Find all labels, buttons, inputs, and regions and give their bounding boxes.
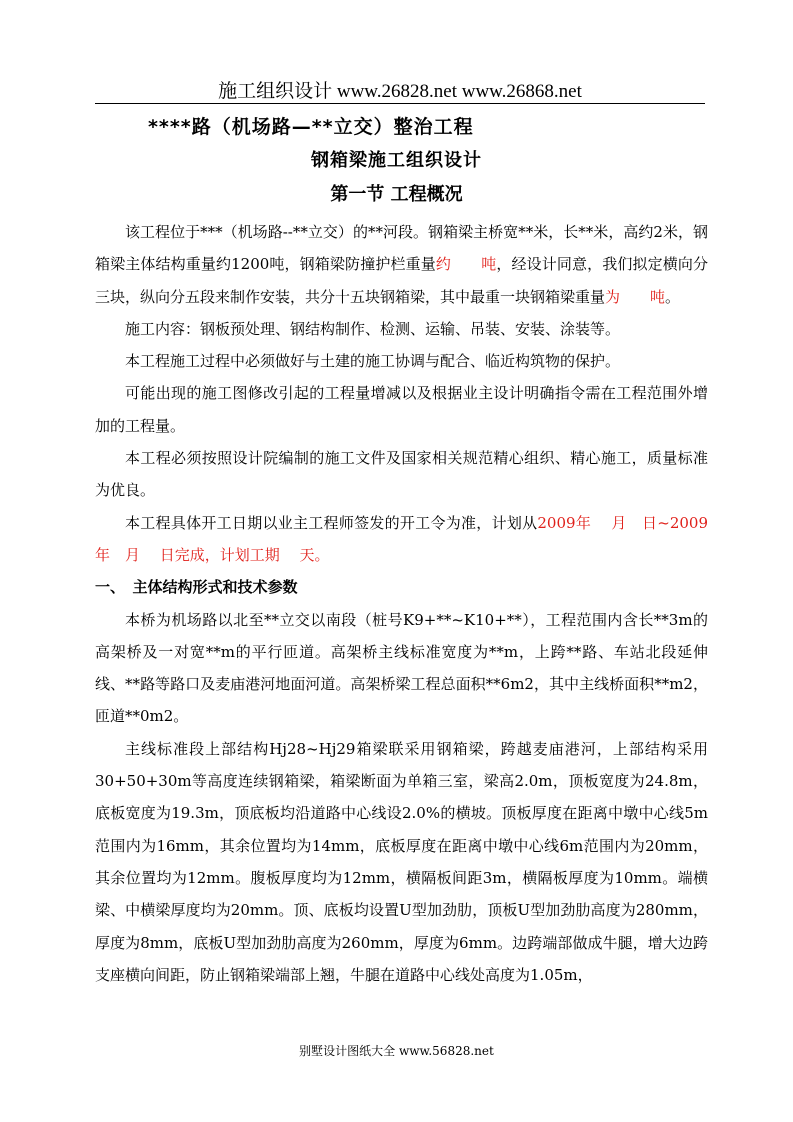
document-subtitle: 钢箱梁施工组织设计: [311, 150, 482, 171]
header-divider: [95, 103, 705, 104]
overview-text-2: ，经设计同意，我们拟定横向分三块，纵向分五段来制作安装，共分十五块钢箱梁，其中最重一块钢箱梁重量: [95, 255, 708, 306]
page-header: 施工组织设计 www.26828.net www.26868.net: [218, 81, 582, 102]
paragraph-quality: 本工程必须按照设计院编制的施工文件及国家相关规范精心组织、精心施工，质量标准为优良。: [95, 449, 708, 500]
paragraph-coordination: 本工程施工过程中必须做好与土建的施工协调与配合、临近构筑物的保护。: [125, 352, 621, 371]
body-text: [95, 216, 708, 991]
section-title: 第一节 工程概况: [330, 184, 463, 205]
page-footer: 别墅设计图纸大全 www.56828.net: [299, 1044, 494, 1058]
paragraph-changes: 可能出现的施工图修改引起的工程量增减以及根据业主设计明确指令需在工程范围外增加的工程量。: [95, 384, 708, 435]
schedule-text: 本工程具体开工日期以业主工程师签发的开工令为准，计划从: [125, 513, 538, 532]
paragraph-bridge: 本桥为机场路以北至**立交以南段（桩号K9+**~K10+**），工程范围内含长**3m的高架桥及一对宽**m的平行匝道。高架桥主线标准宽度为**m，上跨**路、车站北段延伸线、**路等路口及麦庙港河地面河道。高架桥梁工程总面积**6m2，其中主线桥面积**m2，匝道**0m2。: [95, 610, 708, 726]
overview-end: 。: [665, 287, 681, 306]
paragraph-scope: 施工内容：钢板预处理、钢结构制作、检测、运输、吊装、安装、涂装等。: [125, 319, 621, 338]
paragraph-schedule: [95, 507, 708, 572]
overview-text: 该工程位于***（机场路--**立交）的**河段。钢箱梁主桥宽**米，长**米，高约2米，钢箱梁主体结构重量约1200吨，钢箱梁防撞护栏重量: [95, 223, 708, 274]
paragraph-overview: [95, 216, 708, 313]
highlight-max-weight: 为 吨: [605, 287, 666, 306]
highlight-schedule: 2009年 月 日~2009年 月 日完成，计划工期 天。: [95, 513, 708, 564]
paragraph-structure: 主线标准段上部结构Hj28~Hj29箱梁联采用钢箱梁，跨越麦庙港河，上部结构采用30+50+30m等高度连续钢箱梁，箱梁断面为单箱三室，梁高2.0m，顶板宽度为24.8m，底板宽度为19.3m，顶底板均沿道路中心线设2.0%的横坡。顶板厚度在距离中墩中心线5m范围内为16mm，其余位置均为14mm，底板厚度在距离中墩中心线6m范围内为20mm，其余位置均为12mm。腹板厚度均为12mm，横隔板间距3m，横隔板厚度为10mm。端横梁、中横梁厚度均为20mm。顶、底板均设置U型加劲肋，顶板U型加劲肋高度为280mm，厚度为8mm，底板U型加劲肋高度为260mm，厚度为6mm。边跨端部做成牛腿，增大边跨支座横向间距，防止钢箱梁端部上翘，牛腿在道路中心线处高度为1.05m，: [95, 739, 708, 984]
document-title: ****路（机场路—**立交）整治工程: [148, 116, 474, 138]
highlight-weight: 约 吨: [435, 255, 497, 274]
section-heading-structure: 一、 主体结构形式和技术参数: [95, 578, 298, 597]
